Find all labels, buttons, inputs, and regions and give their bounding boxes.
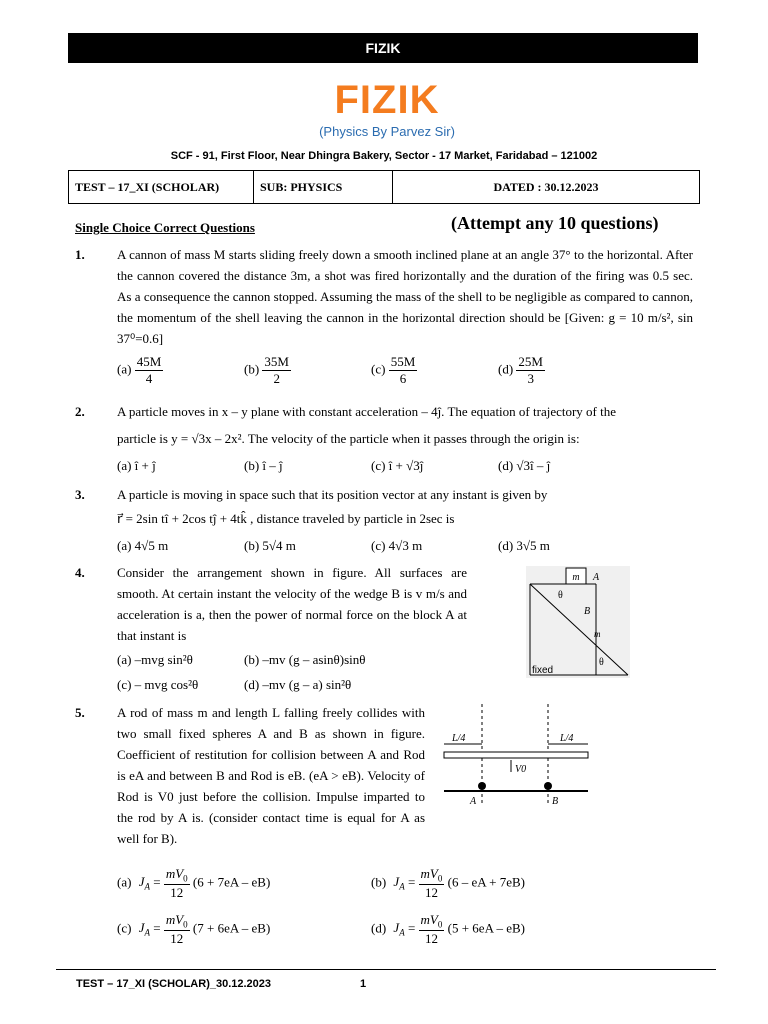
fraction: $\frac{mV_0}{12}$ [165,912,188,946]
incline-mass: m [594,629,601,639]
question-number: 5. [75,705,85,720]
option-c [371,354,417,387]
fraction [516,354,545,387]
denominator: 6 [399,371,407,386]
fraction: $\frac{mV_0}{12}$ [420,866,443,900]
option-d: (d) 3√5 m [498,538,550,553]
fizik-logo [316,80,458,139]
numerator: 25M [518,354,543,369]
option-a [117,354,163,387]
footer-test: TEST – 17_XI (SCHOLAR)_30.12.2023 [76,978,272,990]
sphere-b [544,782,552,790]
option-label: (c) [117,920,132,936]
option-a: (a) $J_A$ = $\frac{mV_0}{12}$ (6 + 7eA – eB) [117,866,271,900]
address: SCF - 91, First Floor, Near Dhingra Bakery, Sector - 17 Market, Faridabad – 121002 [170,150,598,162]
fixed-label: fixed [532,665,554,676]
question-number: 1. [75,247,85,262]
fraction: $\frac{mV_0}{12}$ [420,912,443,946]
attempt-note: (Attempt any 10 questions) [451,213,659,233]
fraction [389,354,418,387]
question-line: r⃗ = 2sin tî + 2cos tĵ + 4tk̂ , distance traveled by particle in 2sec is [117,511,455,526]
question-text: A cannon of mass M starts sliding freely down a smooth inclined plane at an angle 37° to the horizontal. After the cannon covered the distance 3m, a shot was fired horizontally and the duration of the firing was 0.5 sec. As a consequence the cannon stopped. Assuming the mass of the shell to be negligible as compared to cannon, the momentum of the shell leaving the cannon in the horizontal direction should be [Given: g = 10 m/s², sin 37⁰=0.6] [117,247,693,346]
info-table [68,170,700,204]
option-label: (c) [371,361,386,377]
option-d: (d) –mv (g – a) sin²θ [244,677,352,692]
page-number: 1 [360,978,367,990]
option-expression: (6 + 7eA – eB) [192,874,271,890]
wedge-label: B [584,606,591,617]
numerator: 55M [390,354,416,369]
question-number: 3. [75,487,85,502]
sphere-a [478,782,486,790]
option-c: (c) 4√3 m [371,538,423,553]
test-name: TEST – 17_XI (SCHOLAR) [69,171,254,204]
option-label: (d) [498,361,514,377]
option-b: (b) î – ĵ [244,458,283,473]
header-bar: FIZIK [68,33,698,63]
subject: SUB: PHYSICS [254,171,393,204]
fraction [262,354,291,387]
question-text: Consider the arrangement shown in figure. All surfaces are smooth. At certain instant the velocity of the wedge B is v m/s and acceleration is a, then the power of normal force on the block A at that instant is [117,565,467,643]
block-label: A [593,572,600,583]
footer-rule [56,969,716,970]
option-a: (a) î + ĵ [117,458,156,473]
date: DATED : 30.12.2023 [393,171,700,204]
option-d [498,354,545,387]
left-length: L/4 [452,733,466,744]
section-title: Single Choice Correct Questions [75,220,255,235]
fraction: $\frac{mV_0}{12}$ [165,866,188,900]
rod [444,752,588,758]
option-c: (c) – mvg cos²θ [117,677,199,692]
label-b: B [552,796,559,807]
logo-tagline: (Physics By Parvez Sir) [319,124,455,139]
option-a: (a) 4√5 m [117,538,169,553]
option-b [244,354,291,387]
right-length: L/4 [560,733,574,744]
numerator: 35M [264,354,289,369]
label-a: A [470,796,477,807]
question-line: particle is y = √3x – 2x². The velocity of the particle when it passes through the origin is: [117,431,580,446]
option-expression: (7 + 6eA – eB) [192,920,271,936]
option-a: (a) –mvg sin²θ [117,652,193,667]
numerator: 45M [136,354,162,369]
option-label: (a) [117,874,132,890]
option-b: (b) $J_A$ = $\frac{mV_0}{12}$ (6 – eA + 7eB) [371,866,526,900]
option-label: (d) [371,920,387,936]
option-b: (b) 5√4 m [244,538,296,553]
denominator: 3 [527,371,534,386]
option-label: (b) [244,361,260,377]
option-expression: (6 – eA + 7eB) [447,874,526,890]
option-expression: (5 + 6eA – eB) [447,920,526,936]
wedge-figure [516,562,632,680]
denominator: 2 [273,371,280,386]
option-label: (a) [117,361,132,377]
option-c: (c) $J_A$ = $\frac{mV_0}{12}$ (7 + 6eA – eB) [117,912,271,946]
option-b: (b) –mv (g – asinθ)sinθ [244,652,366,667]
logo-word: FIZIK [334,78,440,122]
rod-figure [438,702,594,808]
top-angle: θ [558,590,563,601]
option-c: (c) î + √3ĵ [371,458,424,473]
question-number: 4. [75,565,85,580]
question-text: A rod of mass m and length L falling freely collides with two small fixed spheres A and B as shown in figure. Coefficient of restitution for collision between A and Rod is eA and between B and Rod is eB. (eA > eB). Velocity of Rod is V0 just before the collision. Impulse imparted to the rod by A is. (consider contact time is equal for A as well for B). [117,705,425,846]
fraction [135,354,164,387]
question-number: 2. [75,404,85,419]
denominator: 4 [145,371,153,386]
option-d: (d) $J_A$ = $\frac{mV_0}{12}$ (5 + 6eA – eB) [371,912,526,946]
question-line: A particle is moving in space such that its position vector at any instant is given by [117,487,548,502]
velocity-label: V0 [515,764,527,775]
option-d: (d) √3î – ĵ [498,458,551,473]
question-line: A particle moves in x – y plane with constant acceleration – 4ĵ. The equation of trajectory of the [117,404,617,419]
block-mass: m [572,572,580,583]
option-label: (b) [371,874,387,890]
bottom-angle: θ [599,657,604,668]
